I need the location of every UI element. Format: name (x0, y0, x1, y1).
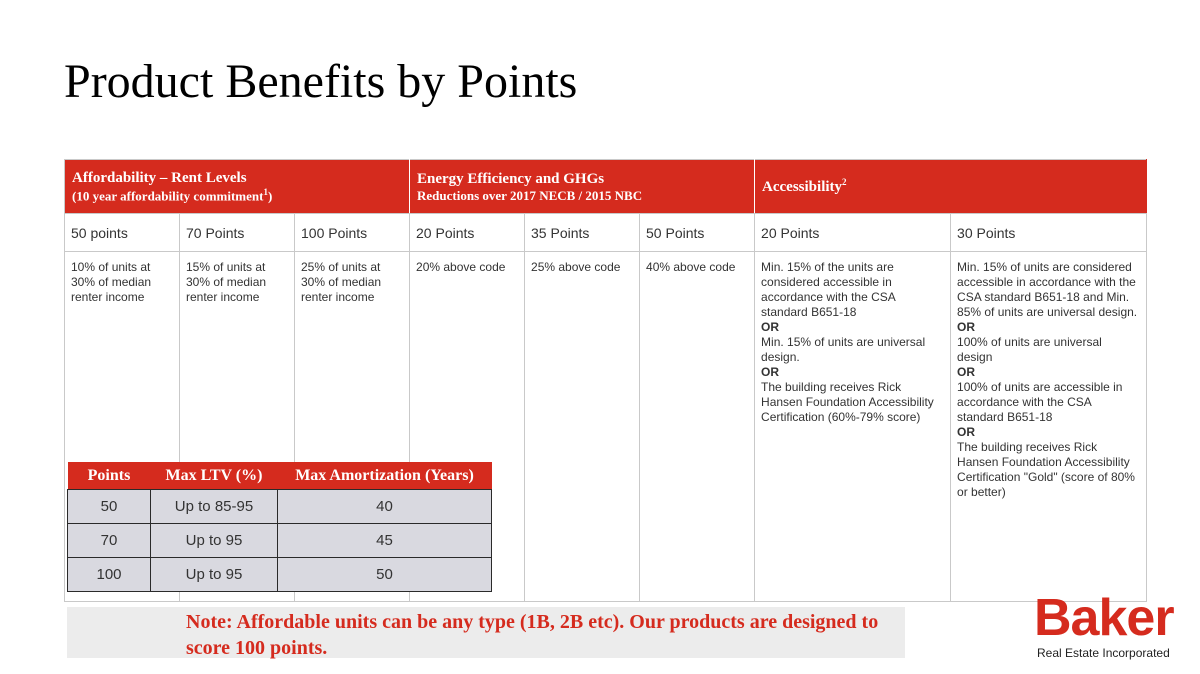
ltv-cell: 40 (278, 490, 492, 524)
points-cell: 100 Points (295, 214, 410, 252)
points-cell: 30 Points (951, 214, 1147, 252)
accessibility-title: Accessibility (762, 179, 843, 195)
or-label: OR (957, 425, 976, 439)
page-title: Product Benefits by Points (64, 55, 578, 108)
affordability-header (65, 160, 410, 214)
points-row (65, 214, 1147, 252)
ltv-cell: 50 (278, 558, 492, 592)
ltv-cell: Up to 95 (151, 558, 278, 592)
energy-subtitle: Reductions over 2017 NECB / 2015 NBC (417, 187, 643, 203)
desc-accessibility-20 (755, 252, 951, 602)
acc20-option-b: Min. 15% of units are universal design. (761, 335, 926, 364)
or-label: OR (957, 365, 976, 379)
acc30-option-d: The building receives Rick Hansen Foundation Accessibility Certification "Gold" (score of 80% or better) (957, 440, 1135, 499)
acc30-option-c: 100% of units are accessible in accordance with the CSA standard B651-18 (957, 380, 1123, 424)
affordability-subtitle-end: ) (267, 188, 273, 204)
desc-accessibility-30 (951, 252, 1147, 602)
acc30-option-a: Min. 15% of units are considered accessible in accordance with the CSA standard B651-18 and Min. 85% of units are universal design. (957, 260, 1138, 319)
points-cell: 35 Points (525, 214, 640, 252)
accessibility-header (755, 160, 1147, 214)
acc20-option-a: Min. 15% of the units are considered accessible in accordance with the CSA standard B651-18 (761, 260, 896, 319)
points-cell: 20 Points (755, 214, 951, 252)
acc30-option-b: 100% of units are universal design (957, 335, 1102, 364)
logo-wordmark: Baker (1034, 589, 1174, 647)
acc20-option-c: The building receives Rick Hansen Foundation Accessibility Certification (60%-79% score) (761, 380, 934, 424)
or-label: OR (761, 365, 780, 379)
energy-title: Energy Efficiency and GHGs (417, 170, 605, 187)
ltv-header-max-amortization: Max Amortization (Years) (278, 462, 492, 490)
energy-header (410, 160, 755, 214)
points-cell: 20 Points (410, 214, 525, 252)
footnote-2: 2 (842, 177, 847, 187)
ltv-cell: 50 (68, 490, 151, 524)
ltv-cell: 100 (68, 558, 151, 592)
affordability-subtitle-text: (10 year affordability commitment (72, 188, 264, 204)
footnote-1: 1 (263, 187, 268, 198)
desc-affordability-50: 10% of units at 30% of median renter income (65, 252, 180, 602)
table-row (68, 490, 492, 524)
note-text: Note: Affordable units can be any type (1B, 2B etc). Our products are designed to score 100 points. (186, 611, 879, 659)
ltv-header-points: Points (68, 462, 151, 490)
ltv-cell: 70 (68, 524, 151, 558)
points-cell: 50 points (65, 214, 180, 252)
desc-energy-20: 20% above code (410, 252, 525, 602)
table-row (68, 558, 492, 592)
ltv-header-max-ltv: Max LTV (%) (151, 462, 278, 490)
table-row (68, 524, 492, 558)
ltv-cell: 45 (278, 524, 492, 558)
or-label: OR (957, 320, 976, 334)
or-label: OR (761, 320, 780, 334)
points-cell: 70 Points (180, 214, 295, 252)
ltv-cell: Up to 95 (151, 524, 278, 558)
group-header-row (65, 160, 1147, 214)
desc-energy-50: 40% above code (640, 252, 755, 602)
desc-energy-35: 25% above code (525, 252, 640, 602)
ltv-amortization-table (67, 462, 492, 592)
ltv-cell: Up to 85-95 (151, 490, 278, 524)
logo-tagline: Real Estate Incorporated (1037, 646, 1170, 660)
affordability-subtitle (72, 187, 402, 204)
desc-affordability-100: 25% of units at 30% of median renter income (295, 252, 410, 602)
desc-affordability-70: 15% of units at 30% of median renter income (180, 252, 295, 602)
points-cell: 50 Points (640, 214, 755, 252)
ltv-header-row (68, 462, 492, 490)
affordability-title: Affordability – Rent Levels (72, 170, 247, 187)
baker-logo (1034, 590, 1189, 660)
